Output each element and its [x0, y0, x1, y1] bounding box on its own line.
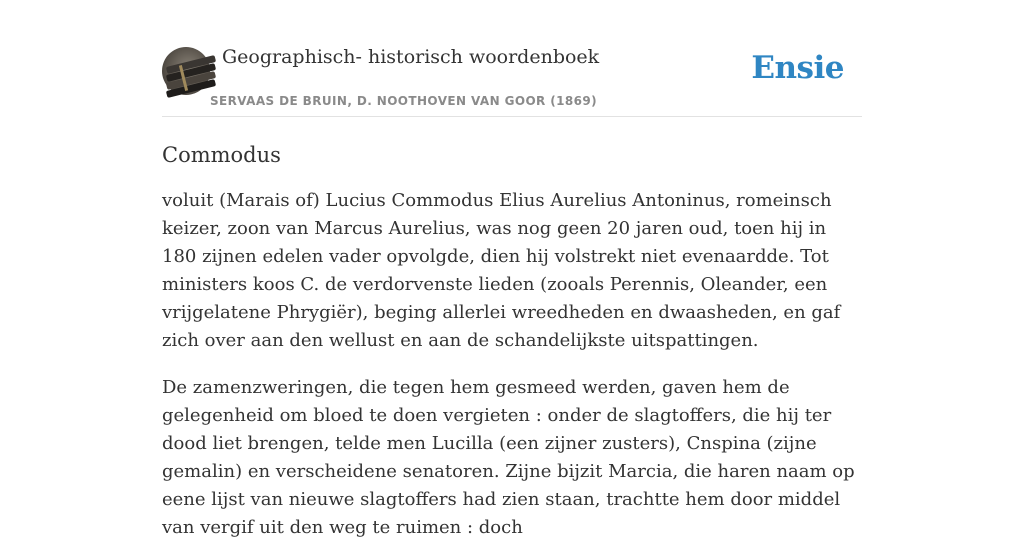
- page-container: [162, 0, 862, 542]
- entry-title: Commodus: [162, 143, 281, 167]
- source-avatar[interactable]: [162, 47, 210, 95]
- ensie-logo[interactable]: Ensie: [751, 50, 844, 86]
- entry-paragraph: voluit (Marais of) Lucius Commodus Elius Aurelius Antoninus, romeinsch keizer, zoon van Marcus Aurelius, was nog geen 20 jaren oud, toen hij in 180 zijnen edelen vader opvolgde, dien hij volstrekt niet evenaardde. Tot ministers koos C. de verdorvenste lieden (zooals Perennis, Oleander, een vrijgelatene Phrygiër), beging allerlei wreedheden en dwaasheden, en gaf zich over aan den wellust en aan de schandelijkste uitspattingen.: [162, 190, 841, 351]
- source-title-link[interactable]: Geographisch- historisch woordenboek: [222, 46, 600, 68]
- entry-paragraph: De zamenzweringen, die tegen hem gesmeed werden, gaven hem de gelegenheid om bloed te doen vergieten : onder de slagtoffers, die hij ter dood liet brengen, telde men Lucilla (een zijner zusters), Cnspina (zijne gemalin) en verscheidene senatoren. Zijne bijzit Marcia, die haren naam op eene lijst van nieuwe slagtoffers had zien staan, trachtte hem door middel van vergif uit den weg te ruimen : doch: [162, 377, 855, 538]
- source-author: SERVAAS DE BRUIN, D. NOOTHOVEN VAN GOOR (1869): [210, 94, 598, 108]
- source-header: [162, 0, 862, 117]
